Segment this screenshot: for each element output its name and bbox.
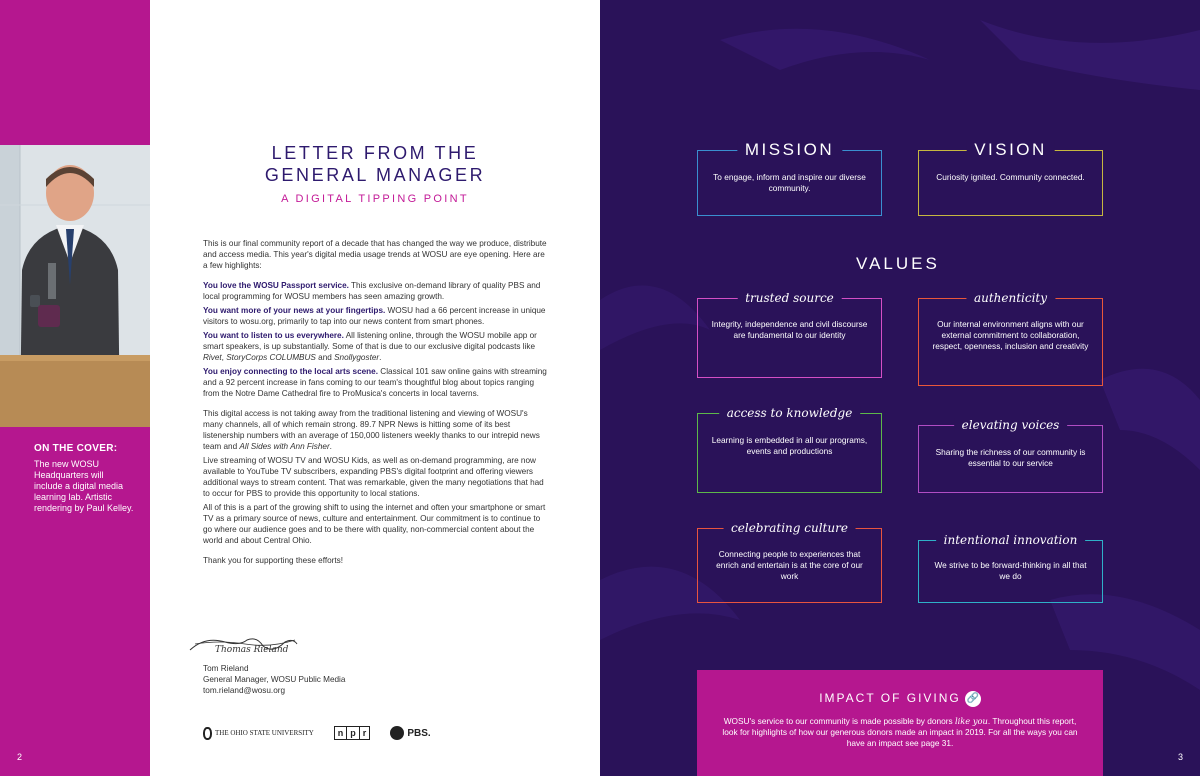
signature: [185, 630, 305, 665]
value-text: Sharing the richness of our community is essential to our service: [935, 447, 1086, 468]
signer-email[interactable]: tom.rieland@wosu.org: [203, 686, 286, 695]
vision-box: [918, 140, 1103, 216]
logo-row: [203, 726, 431, 740]
vision-text: Curiosity ignited. Community connected.: [936, 172, 1085, 182]
value-text: Learning is embedded in all our programs, events and productions: [711, 435, 868, 456]
right-page: [600, 0, 1200, 776]
brush-texture: [600, 0, 1200, 776]
letter-subtitle: A DIGITAL TIPPING POINT: [281, 193, 469, 205]
values-heading: VALUES: [856, 254, 940, 273]
value-elevating-voices: [918, 418, 1103, 493]
value-text: Connecting people to experiences that enrich and entertain is at the core of our work: [716, 549, 863, 581]
value-trusted-source: [697, 291, 882, 378]
page-number-left: 2: [17, 752, 23, 762]
page-number-right: 3: [1178, 752, 1184, 762]
pbs-logo: PBS.: [390, 726, 430, 740]
letter-thanks: Thank you for supporting these efforts!: [203, 556, 344, 565]
value-celebrating-culture: [697, 521, 882, 603]
value-text: We strive to be forward-thinking in all that we do: [934, 560, 1087, 581]
signer-name: Tom Rieland: [203, 664, 249, 673]
signature-text: Thomas Rieland: [215, 645, 289, 655]
highlight-passport: You love the WOSU Passport service. This exclusive on-demand library of quality PBS and local programming for WOSU members has seen amazing growth.: [203, 281, 541, 301]
mission-title: MISSION: [737, 140, 842, 160]
letter-paragraph-3: Live streaming of WOSU TV and WOSU Kids, as well as on-demand programming, are now available to YouTube TV subscribers, expanding PBS's digital footprint and offering viewers additional ways to stream content. That was remarkable, given the many negotiations that had to occur for PBS to provide this opportunity to local stations.: [203, 456, 544, 498]
letter-paragraph-2: This digital access is not taking away from the traditional listening and viewing of WOSU's many channels, all of which remain strong. 89.7 NPR News is hitting some of its best listenership numbers with an average of 150,000 listeners weekly thanks to our intrepid news team and All Sides with Ann Fisher.: [203, 409, 540, 451]
cover-photo: [0, 145, 150, 427]
letter-body: [203, 238, 548, 575]
signer-role: General Manager, WOSU Public Media: [203, 675, 346, 684]
highlight-arts: You enjoy connecting to the local arts scene. Classical 101 saw online gains with streaming and a 92 percent increase in fans coming to our team's thoughtful blog about topics ranging from the Notre Dame Cathedral fire to ProMusica's concerts in local taverns.: [203, 367, 547, 398]
mission-box: [697, 140, 882, 216]
signer-block: [203, 663, 345, 696]
value-intentional-innovation: [918, 533, 1103, 603]
value-title: elevating voices: [954, 418, 1068, 432]
cover-caption: [34, 443, 134, 514]
npr-logo: n p r: [334, 726, 371, 740]
value-access-to-knowledge: [697, 406, 882, 493]
value-authenticity: [918, 291, 1103, 386]
osu-logo: THE OHIO STATE UNIVERSITY: [203, 727, 314, 740]
letter-intro: This is our final community report of a decade that has changed the way we produce, distribute and access media. This year's digital media usage trends at WOSU are eye opening. Here are a few highlights:: [203, 239, 547, 270]
highlight-listening: You want to listen to us everywhere. All listening online, through the WOSU mobile app or smart speakers, is up substantially. Some of that is due to our exclusive digital podcasts like Rivet, StoryCorps COLUMBUS and Snollygoster.: [203, 331, 537, 362]
vision-title: VISION: [966, 140, 1055, 160]
letter-paragraph-4: All of this is a part of the growing shift to using the internet and often your smartphone or smart TV as a primary source of news, culture and entertainment. Our commitment is to continue to go where our audience goes and to be there with quality, non-commercial content about the world and about Central Ohio.: [203, 503, 546, 545]
value-title: celebrating culture: [723, 521, 856, 535]
letter-title-line1: LETTER FROM THE: [271, 143, 479, 163]
value-title: authenticity: [966, 291, 1055, 305]
impact-heading: IMPACT OF GIVING 🔗: [819, 691, 979, 706]
cover-text: The new WOSU Headquarters will include a digital media learning lab. Artistic rendering by Paul Kelley.: [34, 459, 134, 513]
mission-text: To engage, inform and inspire our diverse community.: [713, 172, 866, 193]
value-text: Integrity, independence and civil discourse are fundamental to our identity: [711, 319, 868, 340]
value-title: access to knowledge: [719, 406, 861, 420]
impact-of-giving-panel: [697, 670, 1103, 776]
link-icon: 🔗: [965, 691, 981, 707]
value-title: trusted source: [737, 291, 842, 305]
cover-heading: ON THE COVER:: [34, 443, 118, 454]
value-title: intentional innovation: [936, 533, 1086, 547]
value-text: Our internal environment aligns with our external commitment to collaboration, respect, openness, inclusion and creativity: [932, 319, 1089, 351]
impact-text: WOSU's service to our community is made possible by donors like you. Throughout this report, look for highlights of how our generous donors made an impact in 2019. For all the ways you can have an impact see page 31.: [722, 716, 1078, 748]
letter-title-line2: GENERAL MANAGER: [264, 165, 486, 185]
highlight-news: You want more of your news at your fingertips. WOSU had a 66 percent increase in unique visitors to wosu.org, primarily to tap into our news content from smart phones.: [203, 306, 546, 326]
osu-o-icon: [203, 727, 212, 740]
letter-title: [200, 142, 550, 186]
pbs-head-icon: [390, 726, 404, 740]
